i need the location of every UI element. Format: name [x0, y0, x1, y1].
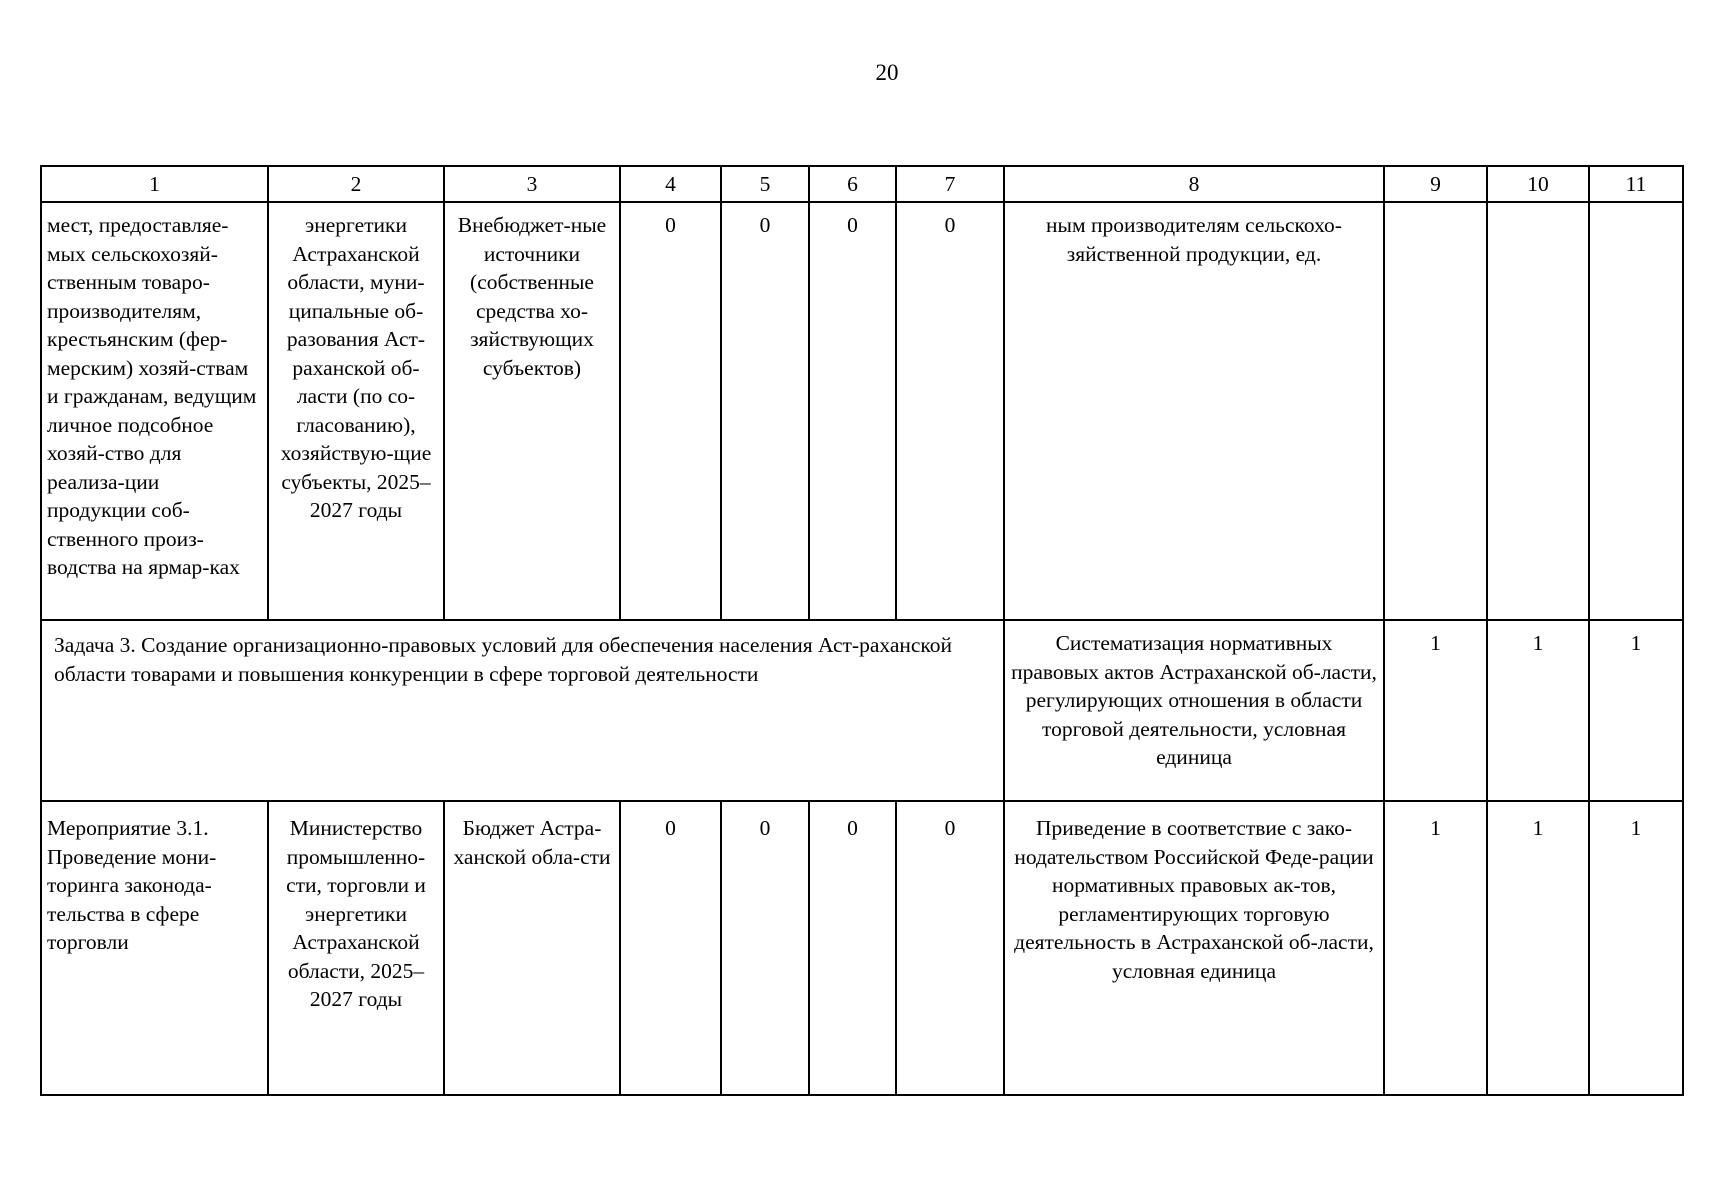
task-title-cell: Задача 3. Создание организационно-правовых условий для обеспечения населения Аст-раханской области товарами и повышения конкуренции в сфере торговой деятельности	[41, 620, 1004, 801]
table-row-continued	[41, 202, 1683, 620]
executor-cell: энергетики Астраханской области, муни-ципальные об-разования Аст-раханской об-ласти (по со-гласованию), хозяйствую-щие субъекты, 2025–2027 годы	[268, 202, 444, 620]
value-cell	[1487, 202, 1589, 620]
measures-table	[40, 165, 1684, 1096]
value-cell: 0	[896, 801, 1004, 1095]
value-cell: 0	[620, 801, 721, 1095]
column-header: 7	[896, 166, 1004, 202]
value-cell: 1	[1487, 801, 1589, 1095]
value-cell: 1	[1384, 620, 1487, 801]
column-header: 1	[41, 166, 268, 202]
value-cell	[1589, 202, 1683, 620]
page-number: 20	[875, 60, 899, 85]
value-cell: 0	[809, 801, 896, 1095]
task-row	[41, 620, 1683, 801]
measure-name-cell: Мероприятие 3.1. Проведение мони-торинга законода-тельства в сфере торговли	[41, 801, 268, 1095]
column-header: 9	[1384, 166, 1487, 202]
funding-source-cell: Внебюджет-ные источники (собственные средства хо-зяйствующих субъектов)	[444, 202, 620, 620]
value-cell: 1	[1487, 620, 1589, 801]
value-cell: 1	[1589, 801, 1683, 1095]
indicator-cell: Систематизация нормативных правовых актов Астраханской об-ласти, регулирующих отношения в области торговой деятельности, условная единица	[1004, 620, 1384, 801]
funding-source-cell: Бюджет Астра-ханской обла-сти	[444, 801, 620, 1095]
column-header: 6	[809, 166, 896, 202]
value-cell: 0	[620, 202, 721, 620]
column-header: 5	[721, 166, 809, 202]
measure-row	[41, 801, 1683, 1095]
column-header: 10	[1487, 166, 1589, 202]
column-header: 3	[444, 166, 620, 202]
value-cell: 1	[1589, 620, 1683, 801]
header-row	[41, 166, 1683, 202]
column-header: 4	[620, 166, 721, 202]
column-header: 8	[1004, 166, 1384, 202]
column-header: 2	[268, 166, 444, 202]
value-cell: 0	[721, 801, 809, 1095]
indicator-cell: ным производителям сельскохо-зяйственной продукции, ед.	[1004, 202, 1384, 620]
value-cell: 0	[809, 202, 896, 620]
measure-name-cell: мест, предоставляе-мых сельскохозяй-ственным товаро-производителям, крестьянским (фер-мерским) хозяй-ствам и гражданам, ведущим личное подсобное хозяй-ство для реализа-ции продукции соб-ственного произ-водства на ярмар-ках	[41, 202, 268, 620]
indicator-cell: Приведение в соответствие с зако-нодательством Российской Феде-рации нормативных правовых ак-тов, регламентирующих торговую деятельность в Астраханской об-ласти, условная единица	[1004, 801, 1384, 1095]
executor-cell: Министерство промышленно-сти, торговли и энергетики Астраханской области, 2025–2027 годы	[268, 801, 444, 1095]
value-cell: 0	[896, 202, 1004, 620]
value-cell	[1384, 202, 1487, 620]
value-cell: 0	[721, 202, 809, 620]
column-header: 11	[1589, 166, 1683, 202]
value-cell: 1	[1384, 801, 1487, 1095]
